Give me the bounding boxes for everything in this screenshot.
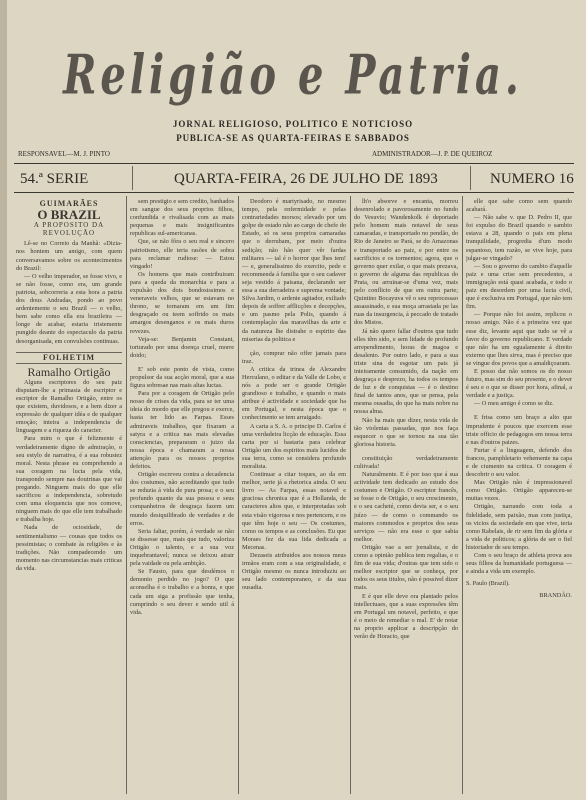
masthead-subtitle: JORNAL RELIGIOSO, POLITICO E NOTICIOSO	[172, 119, 414, 129]
column-divider	[462, 196, 463, 794]
paragraph: E frisa como um braço a alto que imprudente é poucos que exercem esse triste officio de pedagogos em nossa terra e nas d'outros paizes.	[466, 414, 572, 446]
paragraph: Nada de ociosidade, de sentimentalismo — cousas que todos os pessimistas; o combate às religiões e às tradições. Não compadecendo um momento nas circumstancias mais criticas da vida.	[16, 524, 122, 572]
paragraph: Veja-se: Benjamin Constant, torturado por uma doença cruel, morre doido;	[130, 335, 234, 359]
series-number: 54.ª SERIE	[20, 171, 89, 187]
paragraph: — Sou o governo do cambio d'aquelle paiz e uma crise sem precedentes, a immigração está quasi acabada, e todo o paiz em desordem por uma lucta civil, que é exclusiva em Portugal, que não tem fim.	[466, 262, 572, 311]
datebar-bottom-rule	[14, 192, 574, 193]
paragraph: E posso dar não somos os do nosso futuro, mas sim do seu presente, e o dever é seu e o que se disser por hora, afinal, a verdade e a justiça.	[466, 367, 572, 400]
paragraph: A carta a S. A. o principe D. Carlos é uma verdadeira licção de educação. Essa carta por si bastaria para celebrar Ortigão um dos espiritos mais lucidos de sua terra, como se considera profundo moralista.	[242, 422, 346, 470]
date-bar	[14, 165, 574, 191]
section-kicker: GUIMARÃES	[39, 199, 99, 208]
paragraph: Ortigão, narrando com toda a fidelidade, sem paixão, mas com justiça, os vicios da sociedade em que vive, teria como Rabelais, de rir sem fim da glória e a vida de politicos; a glória de ser o fiel historiador de seu tempo.	[466, 503, 572, 551]
datebar-divider-left	[132, 166, 133, 190]
administrator: ADMINISTRADOR—J. P. DE QUEIROZ	[372, 150, 493, 158]
signature-name: BRANDÃO.	[539, 592, 572, 600]
paragraph: — O velho imperador, se fosse vivo, e se não fosse, como era, um grande patriota, sobcorreria a esta hora a patria dos dous Andradas, pondo ao povo ardentemente o seu Brazil — o velho, bem sabe como ella era brazileira — longe de acabar, estaria tristemente pungido deante do espectaculo da patria desorganisada, em convulsões continuas.	[16, 272, 122, 345]
paragraph: constituição verdadeiramente cultivada!	[354, 454, 458, 470]
paragraph: Já não quero fallar d'outros que tudo elles têm sido, e sem lidade de profundo arrependimento, horas de magoa e desalento. Por outro lado, e para a sua triste sina de esgotar um pais já inteiramente consumido, da nação em desgraça e desprezo, ha todos os tempos de luz e de conquistas — é o destino final de tantos anos, que se pensa, pela mesma ousadia, do que ha mais nobre na nossa alma.	[354, 327, 458, 416]
article-column-5	[466, 198, 572, 794]
paragraph: Ortigão escreveu contra a decadencia dos costumes, não acreditando que tudo se reduzia á vida de pura prosa; e o seu profundo quanto da sua pessoa e seus companheiros de desgraça fazem um mundo desiquilibrado de verdades e de erros.	[130, 471, 234, 527]
article-headline: O BRAZIL	[37, 207, 101, 223]
paragraph: Com o seu braço de athleta prova aos seus filhos da humanidade portuguesa — e ainda a vida um exemplo.	[466, 552, 572, 576]
paragraph: — O meu amigo é como se diz.	[474, 400, 554, 408]
paragraph: Dezaseis atribuidos aos nossos meus irmãos eram com a sua originalidade, e Ortigão mesmo os nunca introduziu ao seu lado contemporaneo, e da sua ousadia.	[242, 552, 346, 592]
article-column-2	[130, 198, 234, 794]
paragraph: — Porque não foi assim, replicou o nosso amigo. Não é a primeira vez que esse diz, levante aqui que tudo se vê a favor do governo republicano. E verdade que não ha um egualamente á direito externo que lhes sirva, mas é preciso que se vingue dos povos que a amaldiçoaram.	[466, 311, 572, 367]
issue-date: QUARTA-FEIRA, 26 DE JULHO DE 1893	[174, 171, 438, 187]
masthead-title: Religião e Patria.	[63, 43, 523, 108]
article-column-1	[16, 198, 122, 794]
paragraph: Para mim o que é felizmente é verdadeiramente digno de admiração, o seu estylo de narrativa, é a sua robustez moral. Nesta phrase eu comprehendo a sua coragem na lucta pela vida, transpondo sempre nas doutrinas que vai pregando. Ninguem mais do que elle sacrificou a independencia, sobretudo com uma eloquencia que nos comove, ninguem mais do que elle tem trabalhado e trabalha hoje.	[16, 435, 122, 524]
paragraph: Não ha mais que dizer, nesta vida de tão violentas passadas, que nos faça esquecer o que se tornou na sua tão gloriosa historia.	[354, 416, 458, 448]
serial-title: Ramalho Ortigão	[27, 364, 111, 379]
paragraph: Alguns escriptores do seu paiz disputam-lhe a primasia de escriptor e escriptor de Ramalho Ortigão, entre os que existem, duvidosos, e a bem dizer a expressão de qualquer idéa e de qualquer emoção; inteira a independencia de linguagem e a riqueza do caracter.	[16, 378, 122, 435]
paragraph: Se Fausto, para que desdémos o demonio perdido no jogo? O que aconselha é o trabalho e a honra, e que cada um siga a profissão que tenha, cumprindo o seu dever e sendo util á vida.	[130, 568, 234, 616]
paragraph: elle que sabe como sem quando acabará.	[466, 198, 572, 214]
paragraph: E' sob este ponto de vista, como propulsor da sua acção moral, que a sua figura sobresae nas mais altas luctas.	[130, 365, 234, 390]
paragraph: Deodoro é martyrisado, no mesmo tempo, pela enfermidade e pelas contrariedades morsos; elevado por um golpe de estado não ao cargo de chefe do Estado, só os seus proprios camaradas que o derrubam, por meio d'outra sedição; não hão quer vêr fardas militares — tal é o horror que lhes tem! — e, generalissimo do exercito, pede e recommenda á familia que o seu cadaver seja vestido á paisana, declarando ser essa a sua derradeira e suprema vontade; Silva Jardim, o ardente agitador, exiliado depois de soffrer afflicções e decepções, e um pasmo pela Polis, quando á contemplação das maravilhas da arte e da natureza lhe distrahe o espirito das miserias da politica e	[242, 198, 346, 343]
paragraph: Ortigão vae a ser jornalista, e de como a opinião publica tem regalias, e o fim de sua vida; d'outras que tem sido o melhor escriptor que se conheça, por todos os seus titulos, não é possivel dizer mais.	[354, 543, 458, 592]
publication-schedule: PUBLICA-SE AS QUARTA-FEIRAS E SABBADOS	[176, 133, 410, 143]
paragraph: sem prestigio e sem credito, banhados em sangue dos seus proprios filhos, confundida e rivalisada com as mais pequenas e mais insignificantes republicas sul-americanas.	[130, 198, 234, 238]
paragraph: Naturalmente. E é por isso que á sua actividade tem dedicado ao estudo dos costumes e Ortigão. O escriptor francês, se fosse o de Ortigão, o seu crescimento, e o seu cacheté, como devia ser, e o seu juízo — de como o commando os maiores commodos e proprios dos seus serviços — não era esse o que sabia melhor.	[354, 471, 458, 543]
paragraph: Continuar a citar toques, ao da em melhor, serie já a rhetorica ainda. O seu livro — As Farpas, essas notavel e graciosa chronica que é a Hollanda, de caracteres altos que, e interpretadas sob esta visão vigorosa e nos pertencem, e os que têm hoje o seu — Os costumes, como os tempos e as conclusões. Eu que Moraes fez da sua lida dedicada a Mecenas.	[242, 471, 346, 551]
paragraph: Furtar é a linguagem, defendo dos francos, pamphletario vehemente na capa e de ciumento na critica. O coragem é descobrir o seu valor.	[466, 446, 572, 479]
paragraph: lh'o absorve e encanta, morreu desenrolado e pavorosamente no fundo do Vesuvio; Wandenkolk é deportado pelo homem mais notavel de seus camaradas, e transportado no pendão, do Rio de Janeiro se Pará, se do Amazonas e transportado ao paiz, e por entre os sacrificios e os tormentos; agora, que o governo quer exilar, o que mais prezava, o governo de alguma das republicas do Prata, ou arruinar-se d'uma vez, mais pelo conflicto de que em outra parte; Quintino Bocayuva vê o seu reprocessao assassinado, e sua moça arrastada pe las ruas da insurgencia, á peccado de tratado dos Mistos.	[354, 198, 458, 327]
paragraph: Lê-se no Correio da Manhã: «Dizia-nos hontem um amigo, com quem conversavamos sobre os acontecimentos do Brazil:	[16, 240, 122, 272]
feuilleton-heading: FOLHETIM	[16, 352, 122, 364]
column-divider	[126, 196, 127, 794]
article-subhead: A PROPOSITO DA REVOLUÇÃO	[33, 221, 105, 238]
paragraph: Para por a coragem de Ortigão pelo nosso de crises da vida, para se ter uma ideia do mordo que elle pregou e exerce, basta ter lido as Farpas. Esses admiraveis trabalhos, que fixaram a satyra e a critica nas mais elevadas consciencias, prepararam o juizo da nossa época e chamaram a nossa attenção para os nossos proprios defeitos.	[130, 390, 234, 470]
article-column-4	[354, 198, 458, 794]
paragraph: A critica da trinea de Alexandre Herculano, o editar e da Valle de Lobo, e nós a pode ser o grande Ortigão grandioso e trabalho, e quando o mais atribue é actividade e sociedade que ha em Portugal, e nesta época que o conhecimento se tem arraigado.	[242, 365, 346, 422]
article-column-3	[242, 198, 346, 794]
paragraph: Seria faltar, porém, á verdade se não se dissesse que, mais que tudo, valoriza Ortigão o talento, e a sua voz inquebrantavel; nunca se deixou atrair pela vaidade ou pela ambição.	[130, 527, 234, 568]
paragraph: — Não sabe v. que D. Pedro II, que foi expulso do Brazil quando o sambio estava a 28, quando o pais em plena tranquilidade, progredia d'um modo espantoso, tem razão, se vive hoje, para julgar-se vingado?	[466, 214, 572, 262]
paragraph: Mas Ortigão não é impressionavel como Ortigão. Ortigão appareceu-se muitas vezes.	[466, 479, 572, 503]
column-divider	[350, 196, 351, 794]
column-divider	[238, 196, 239, 794]
paragraph: Os homens que mais contribuiram para a queda da monarchia e para a expulsão dos dois bondosissimos e veneraveis velhos, que se estavam no throno, se tornaram em um fim desgraçado ou teem soffrido os mais amargos desenganos e os mais duros revezes.	[130, 270, 234, 335]
responsible-editor: RESPONSAVEL—M. J. PINTO	[18, 150, 110, 158]
signature-place: S. Paulo (Brazil).	[466, 580, 510, 588]
paragraph: ção, comprar não offer jamais para traz.	[242, 349, 346, 365]
paragraph: E é que elle deve ora plantado pelos intellectuaes, que a suas expressões têm em Portugal um notavel, perfeito, e que é o meio de remediar o mal. E' de notar na proprio applicar a descripção do verão de Horacio, que	[354, 592, 458, 640]
paragraph: Que, se não fôra o seu real e sincero patriotismo, elle teria rasões de sobra para reclamar rudiose: — Estou vingado!	[130, 238, 234, 270]
top-rule	[14, 163, 574, 164]
datebar-divider-right	[470, 166, 471, 190]
issue-number: NUMERO 16	[490, 171, 574, 187]
